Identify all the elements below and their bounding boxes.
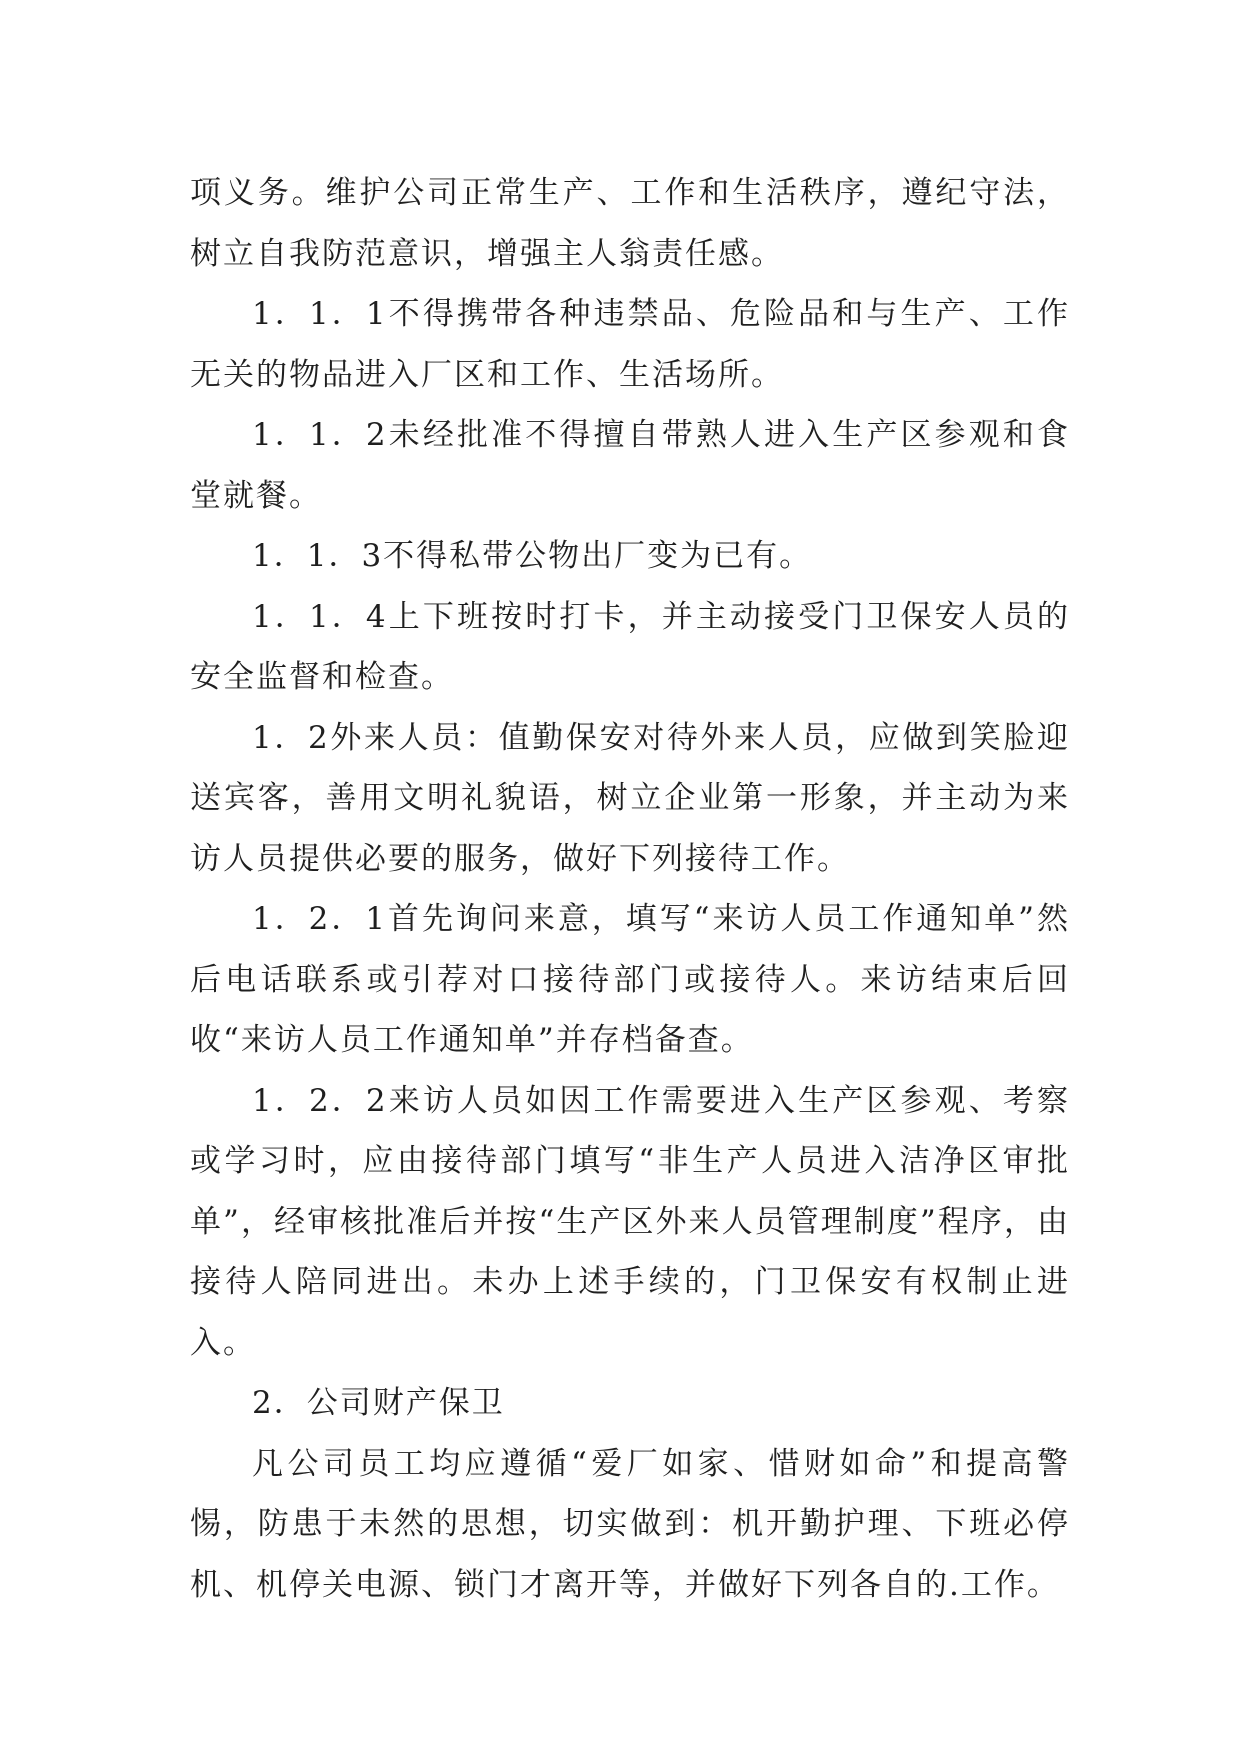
- section-heading: 2．公司财产保卫: [252, 1385, 505, 1421]
- paragraph: 1．2外来人员：值勤保安对待外来人员，应做到笑脸迎送宾客，善用文明礼貌语，树立企业第一形象，并主动为来访人员提供必要的服务，做好下列接待工作。: [190, 719, 1070, 877]
- paragraph: 1．1．1不得携带各种违禁品、危险品和与生产、工作无关的物品进入厂区和工作、生活场所。: [190, 296, 1070, 393]
- paragraph: 1．1．2未经批准不得擅自带熟人进入生产区参观和食堂就餐。: [190, 417, 1070, 514]
- paragraph: 项义务。维护公司正常生产、工作和生活秩序，遵纪守法，树立自我防范意识，增强主人翁责任感。: [190, 175, 1070, 272]
- paragraph: 1．1．4上下班按时打卡，并主动接受门卫保安人员的安全监督和检查。: [190, 598, 1070, 695]
- document-body: [190, 163, 1070, 1615]
- paragraph: 凡公司员工均应遵循“爱厂如家、惜财如命”和提高警惕，防患于未然的思想，切实做到：机开勤护理、下班必停机、机停关电源、锁门才离开等，并做好下列各自的.工作。: [190, 1445, 1070, 1603]
- paragraph: 1．2．1首先询问来意，填写“来访人员工作通知单”然后电话联系或引荐对口接待部门或接待人。来访结束后回收“来访人员工作通知单”并存档备查。: [190, 901, 1070, 1058]
- paragraph: 1．2．2来访人员如因工作需要进入生产区参观、考察或学习时，应由接待部门填写“非生产人员进入洁净区审批单”，经审核批准后并按“生产区外来人员管理制度”程序，由接待人陪同进出。未办上述手续的，门卫保安有权制止进入。: [190, 1082, 1070, 1361]
- paragraph: 1．1．3不得私带公物出厂变为已有。: [252, 538, 813, 574]
